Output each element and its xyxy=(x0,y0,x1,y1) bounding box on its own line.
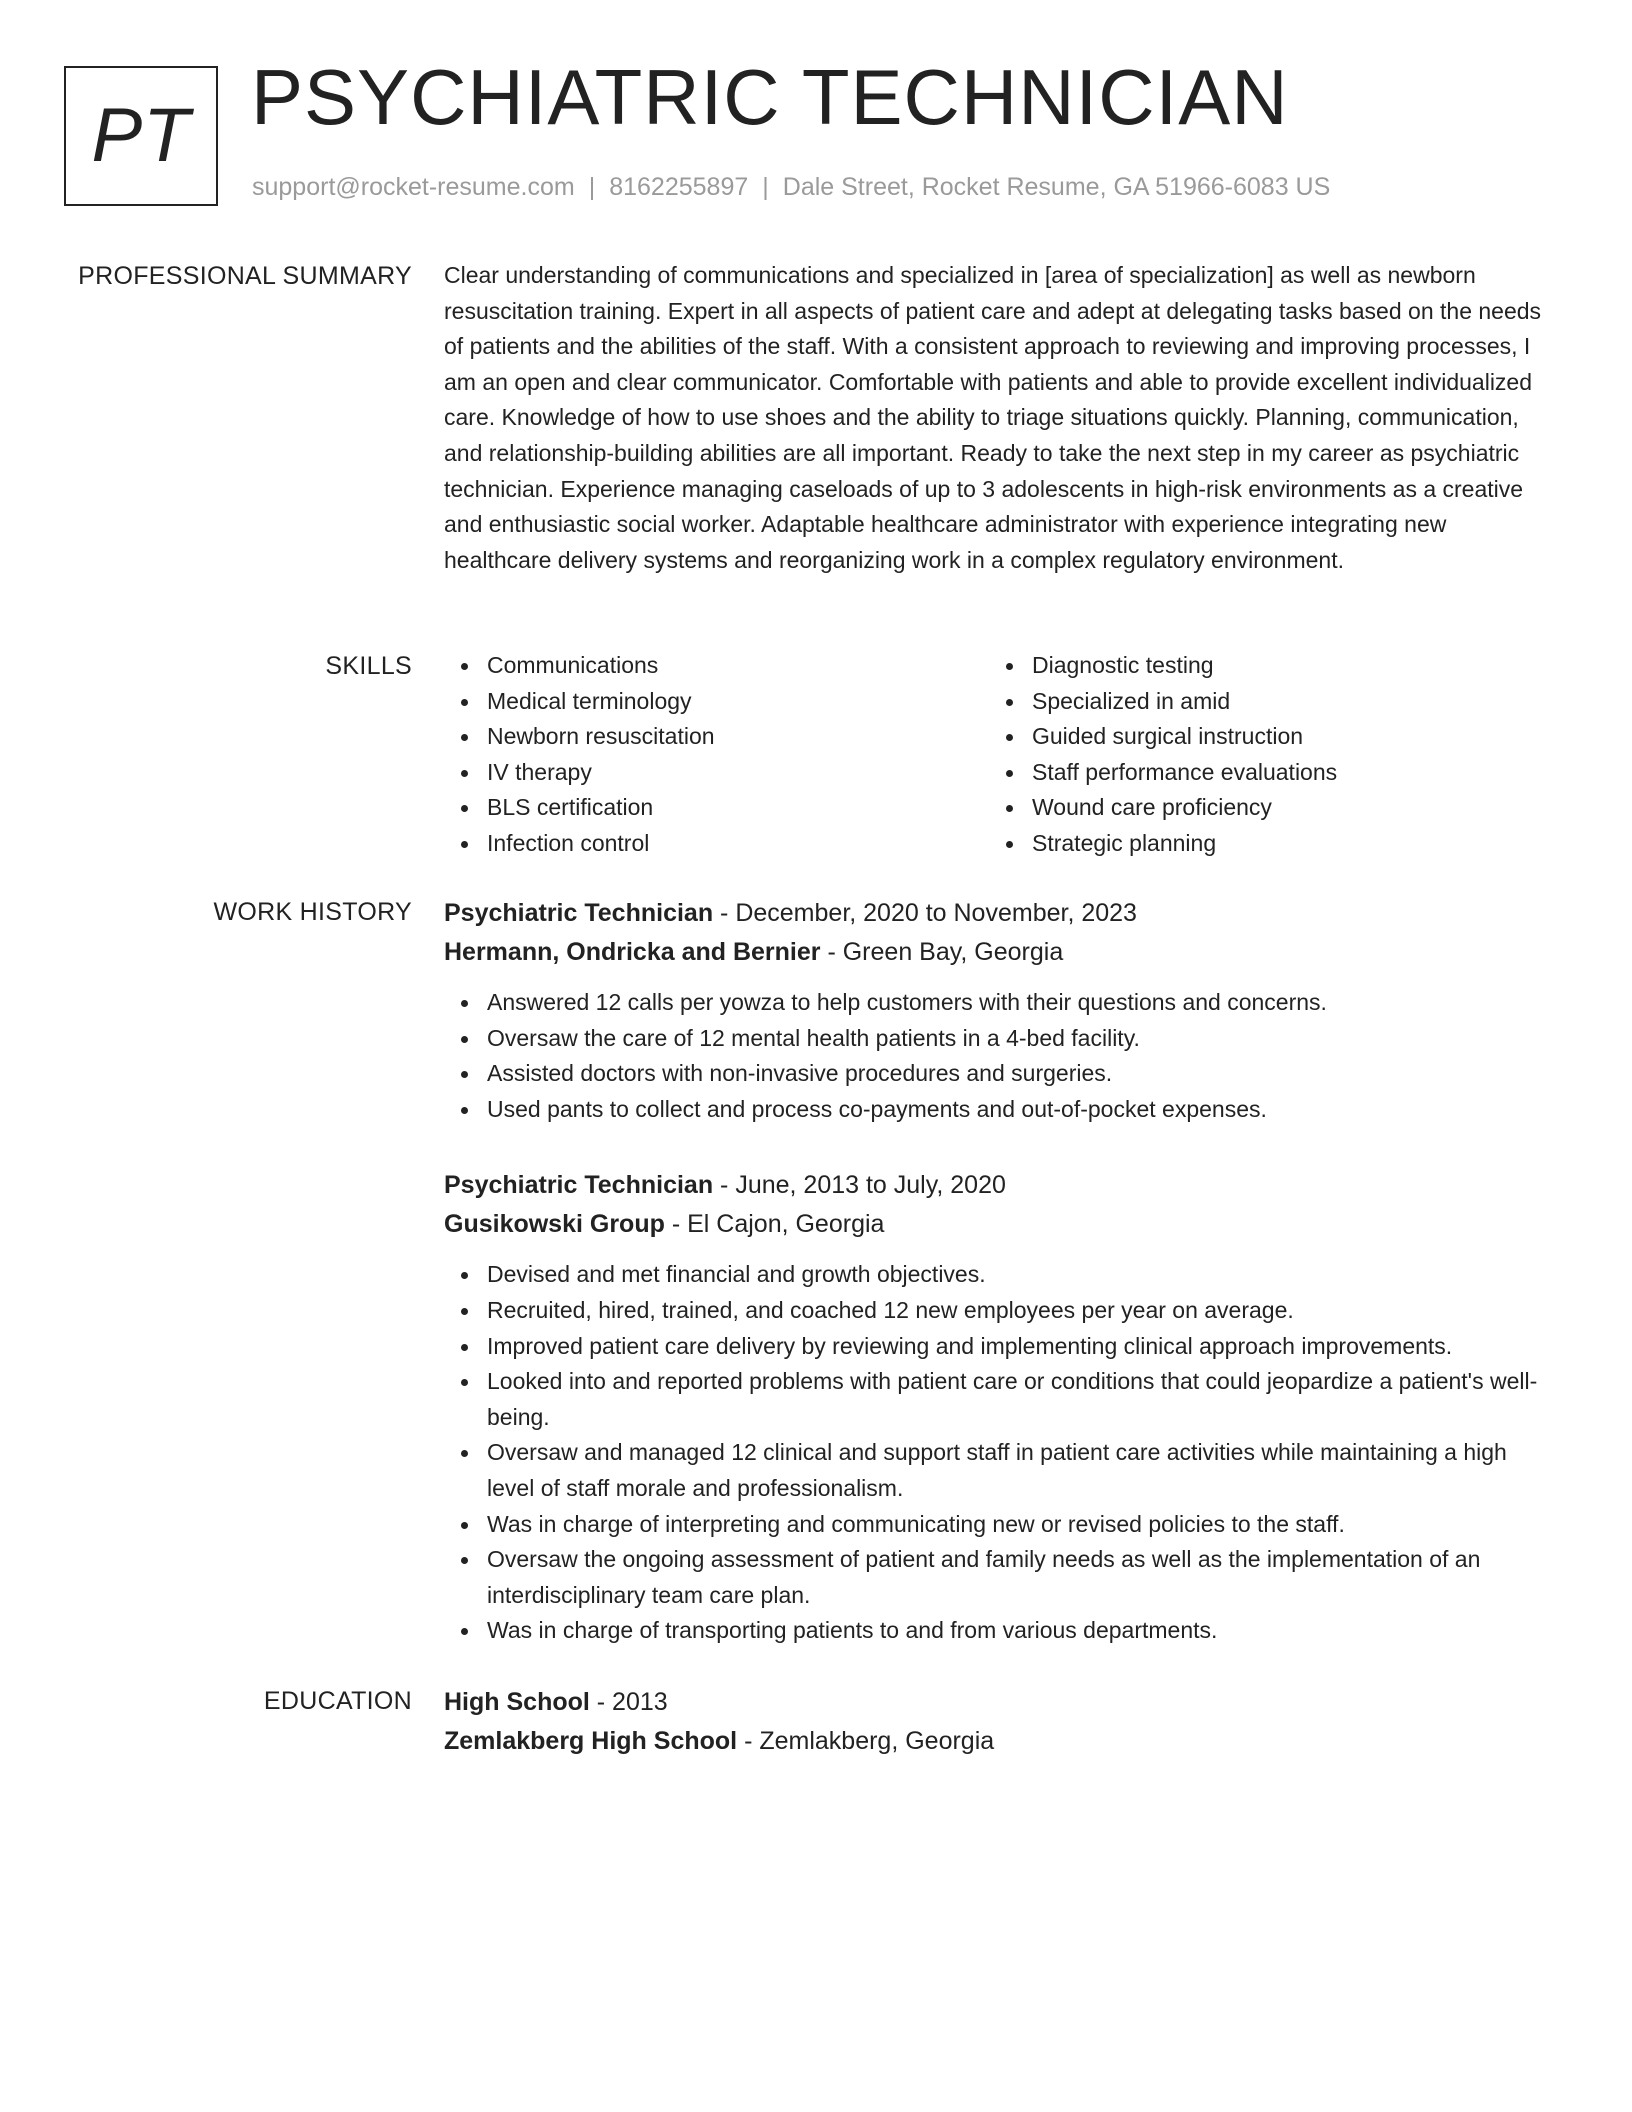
job-bullet: Oversaw the care of 12 mental health patients in a 4-bed facility. xyxy=(444,1021,1554,1057)
work-history-body xyxy=(444,894,1554,1649)
job-location: - Green Bay, Georgia xyxy=(827,938,1064,966)
job-dates: - December, 2020 to November, 2023 xyxy=(720,899,1137,927)
contact-address: Dale Street, Rocket Resume, GA 51966-6083 US xyxy=(782,173,1331,201)
job-company: Hermann, Ondricka and Bernier xyxy=(444,938,821,966)
job-bullets xyxy=(444,1257,1554,1649)
skill-item: Medical terminology xyxy=(444,684,989,720)
skills-column-right xyxy=(989,648,1534,862)
education-school: Zemlakberg High School xyxy=(444,1727,738,1755)
section-heading-education: EDUCATION xyxy=(263,1687,412,1715)
job-location: - El Cajon, Georgia xyxy=(671,1210,885,1239)
education-year: - 2013 xyxy=(596,1688,668,1716)
job-bullet: Used pants to collect and process co-payments and out-of-pocket expenses. xyxy=(444,1092,1554,1128)
job-bullet: Recruited, hired, trained, and coached 12 new employees per year on average. xyxy=(444,1293,1554,1329)
job-bullet: Looked into and reported problems with patient care or conditions that could jeopardize a patient's well-being. xyxy=(444,1364,1554,1435)
job-bullet: Devised and met financial and growth objectives. xyxy=(444,1257,1554,1293)
job-company: Gusikowski Group xyxy=(444,1210,665,1239)
job-bullet: Oversaw and managed 12 clinical and support staff in patient care activities while maintaining a high level of staff morale and professionalism. xyxy=(444,1435,1554,1506)
job-bullet: Oversaw the ongoing assessment of patient and family needs as well as the implementation of an interdisciplinary team care plan. xyxy=(444,1542,1554,1613)
skill-item: Staff performance evaluations xyxy=(989,755,1534,791)
skills-column-left xyxy=(444,648,989,862)
skill-item: Strategic planning xyxy=(989,826,1534,862)
contact-email: support@rocket-resume.com xyxy=(252,173,575,201)
education-body xyxy=(444,1683,1554,1761)
monogram-initials: PT xyxy=(91,93,191,178)
job-title: Psychiatric Technician xyxy=(444,899,714,927)
job-company-line xyxy=(444,1205,1554,1244)
section-heading-work-history: WORK HISTORY xyxy=(213,898,412,926)
skills-grid xyxy=(444,648,1554,862)
skill-item: BLS certification xyxy=(444,790,989,826)
job-bullet: Assisted doctors with non-invasive procedures and surgeries. xyxy=(444,1056,1554,1092)
skill-item: Guided surgical instruction xyxy=(989,719,1534,755)
job-title-line xyxy=(444,894,1554,933)
contact-phone: 8162255897 xyxy=(609,173,749,201)
job-bullet: Was in charge of interpreting and communicating new or revised policies to the staff. xyxy=(444,1507,1554,1543)
job-bullet: Was in charge of transporting patients to and from various departments. xyxy=(444,1613,1554,1649)
skill-item: Infection control xyxy=(444,826,989,862)
job-title-line xyxy=(444,1166,1554,1205)
skill-item: Wound care proficiency xyxy=(989,790,1534,826)
section-heading-summary: PROFESSIONAL SUMMARY xyxy=(78,262,412,290)
job-company-line xyxy=(444,933,1554,972)
contact-line xyxy=(252,175,1330,200)
job-bullet: Improved patient care delivery by reviewing and implementing clinical approach improvements. xyxy=(444,1329,1554,1365)
education-school-line xyxy=(444,1722,1554,1761)
summary-body xyxy=(444,258,1554,578)
monogram-box xyxy=(64,66,218,206)
contact-separator: | xyxy=(588,173,596,201)
skill-item: Communications xyxy=(444,648,989,684)
skill-item: Newborn resuscitation xyxy=(444,719,989,755)
section-heading-skills: SKILLS xyxy=(325,652,412,680)
job-bullets xyxy=(444,985,1554,1127)
contact-separator: | xyxy=(762,173,769,201)
job-dates: - June, 2013 to July, 2020 xyxy=(720,1171,1006,1200)
job-entry xyxy=(444,894,1554,1127)
education-degree-line xyxy=(444,1683,1554,1722)
job-entry xyxy=(444,1166,1554,1649)
skill-item: Diagnostic testing xyxy=(989,648,1534,684)
skill-item: IV therapy xyxy=(444,755,989,791)
candidate-name: PSYCHIATRIC TECHNICIAN xyxy=(251,53,1289,141)
job-title: Psychiatric Technician xyxy=(444,1171,714,1200)
education-degree: High School xyxy=(444,1688,590,1716)
education-location: - Zemlakberg, Georgia xyxy=(744,1727,995,1755)
job-bullet: Answered 12 calls per yowza to help customers with their questions and concerns. xyxy=(444,985,1554,1021)
skills-body xyxy=(444,648,1554,862)
skill-item: Specialized in amid xyxy=(989,684,1534,720)
summary-text: Clear understanding of communications and specialized in [area of specialization] as well as newborn resuscitation training. Expert in all aspects of patient care and adept at delegating tasks based on the needs of patients and the abilities of the staff. With a consistent approach to reviewing and improving processes, I am an open and clear communicator. Comfortable with patients and able to provide excellent individualized care. Knowledge of how to use shoes and the ability to triage situations quickly. Planning, communication, and relationship-building abilities are all important. Ready to take the next step in my career as psychiatric technician. Experience managing caseloads of up to 3 adolescents in high-risk environments as a creative and enthusiastic social worker. Adaptable healthcare administrator with experience integrating new healthcare delivery systems and reorganizing work in a complex regulatory environment. xyxy=(444,262,1542,573)
